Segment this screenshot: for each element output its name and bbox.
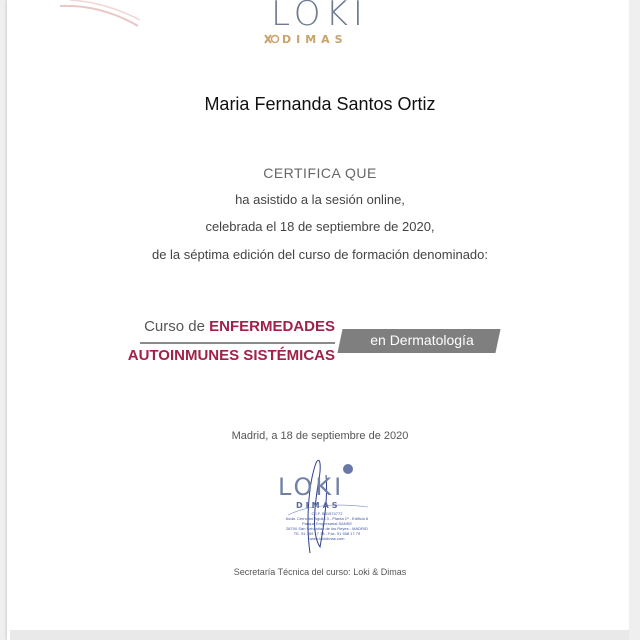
place-date: Madrid, a 18 de septiembre de 2020 xyxy=(231,430,409,442)
course-divider xyxy=(140,342,335,344)
stamp-info-line: Parque Empresarial SANSE xyxy=(301,521,353,526)
body-line-1: ha asistido a la sesión online, xyxy=(235,192,405,207)
bottom-edge xyxy=(10,630,629,640)
recipient-name: Maria Fernanda Santos Ortiz xyxy=(204,94,436,114)
body-line-3: de la séptima edición del curso de formación denominado: xyxy=(151,247,489,262)
secretaria-text: Secretaría Técnica del curso: Loki & Dimas xyxy=(233,567,407,577)
loki-dimas-logo xyxy=(262,0,377,48)
logo-mark-icon xyxy=(264,34,280,44)
certifica-heading: CERTIFICA QUE xyxy=(263,165,377,181)
course-banner-text: en Dermatología xyxy=(370,332,474,348)
stamp-info-line: TE. 91 369 17 78 - Fax. 91 558 17 79 xyxy=(293,531,361,536)
stamp-sub: DIMAS xyxy=(296,501,341,510)
course-title-line-1 xyxy=(144,318,335,335)
stamp-brand: LOKI xyxy=(278,473,345,501)
course-title-block xyxy=(127,318,510,378)
stamp-info-line: 28700 San Sebastián de los Reyes - MADRID xyxy=(286,526,368,531)
course-prefix: Curso de xyxy=(144,318,205,335)
course-highlight: ENFERMEDADES xyxy=(209,318,335,335)
stamp-info-line: www.lokidimas.com xyxy=(309,536,345,541)
company-stamp xyxy=(248,455,398,555)
body-line-2: celebrada el 18 de septiembre de 2020, xyxy=(205,219,435,234)
course-title-line-2: AUTOINMUNES SISTÉMICAS xyxy=(127,347,335,364)
stamp-info xyxy=(262,511,392,541)
stamp-info-line: Avda. Cerro del Aguila 3 - Planta 1ª - Edificio 6 xyxy=(285,516,369,521)
decorative-swoosh-icon xyxy=(60,0,140,28)
logo-sub: DIMAS xyxy=(282,33,348,46)
logo-brand: LOKI xyxy=(271,0,368,34)
stamp-info-line: C.I.F. B81574772 xyxy=(311,511,343,516)
